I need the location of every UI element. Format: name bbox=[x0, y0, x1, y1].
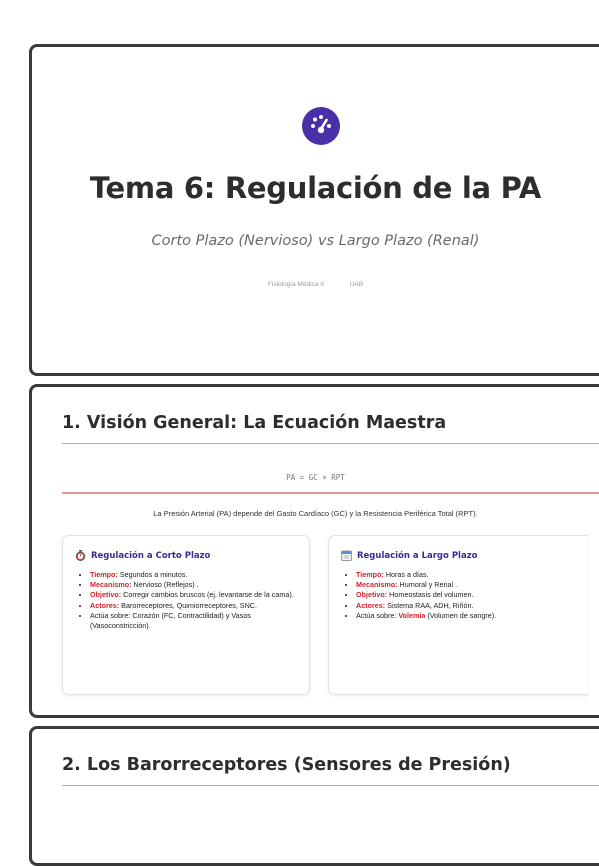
long-term-card-title: Regulación a Largo Plazo bbox=[357, 550, 478, 561]
title-slide bbox=[29, 44, 599, 376]
section-divider bbox=[62, 785, 599, 786]
university-label: UAB bbox=[349, 281, 364, 288]
gauge-icon bbox=[302, 107, 340, 145]
meta-line bbox=[32, 281, 599, 288]
section-title: 2. Los Barorreceptores (Sensores de Presión) bbox=[62, 755, 511, 775]
section-title: 1. Visión General: La Ecuación Maestra bbox=[62, 413, 447, 433]
page-subtitle: Corto Plazo (Nervioso) vs Largo Plazo (Renal) bbox=[151, 233, 480, 249]
list-item: • Tiempo: Horas a días. bbox=[356, 570, 580, 580]
list-item: • Mecanismo: Humoral y Renal . bbox=[356, 580, 580, 590]
list-item: • Objetivo: Homeostasis del volumen. bbox=[356, 590, 580, 600]
long-term-list bbox=[347, 570, 580, 621]
short-term-card-title: Regulación a Corto Plazo bbox=[91, 550, 211, 561]
equation-divider bbox=[62, 492, 599, 494]
list-item: • Actúa sobre: Corazón (FC, Contractilidad) y Vasos (Vasoconstricción). bbox=[90, 611, 301, 631]
list-item: • Actúa sobre: Volemia (Volumen de sangre). bbox=[356, 611, 580, 621]
list-item: • Mecanismo: Nervioso (Reflejos) . bbox=[90, 580, 301, 590]
overview-slide bbox=[29, 384, 599, 718]
stopwatch-icon bbox=[75, 550, 86, 561]
course-label: Fisiología Médica II bbox=[267, 281, 324, 288]
list-item: • Objetivo: Corregir cambios bruscos (ej. levantarse de la cama). bbox=[90, 590, 301, 600]
long-term-card-header bbox=[341, 550, 478, 561]
equation-description: La Presión Arterial (PA) depende del Gasto Cardíaco (GC) y la Resistencia Periférica Total (RPT). bbox=[153, 509, 478, 518]
list-item: • Actores: Barorreceptores, Quimiorreceptores, SNC. bbox=[90, 601, 301, 611]
section-divider bbox=[62, 443, 599, 444]
short-term-card bbox=[62, 535, 310, 695]
short-term-card-header bbox=[75, 550, 210, 561]
page-title: Tema 6: Regulación de la PA bbox=[89, 171, 542, 205]
baroreceptors-slide bbox=[29, 726, 599, 866]
short-term-list bbox=[81, 570, 301, 631]
long-term-card bbox=[328, 535, 588, 695]
master-equation: PA = GC × RPT bbox=[286, 473, 345, 482]
list-item: • Tiempo: Segundos a minutos. bbox=[90, 570, 301, 580]
list-item: • Actores: Sistema RAA, ADH, Riñón. bbox=[356, 601, 580, 611]
calendar-icon bbox=[341, 550, 352, 561]
